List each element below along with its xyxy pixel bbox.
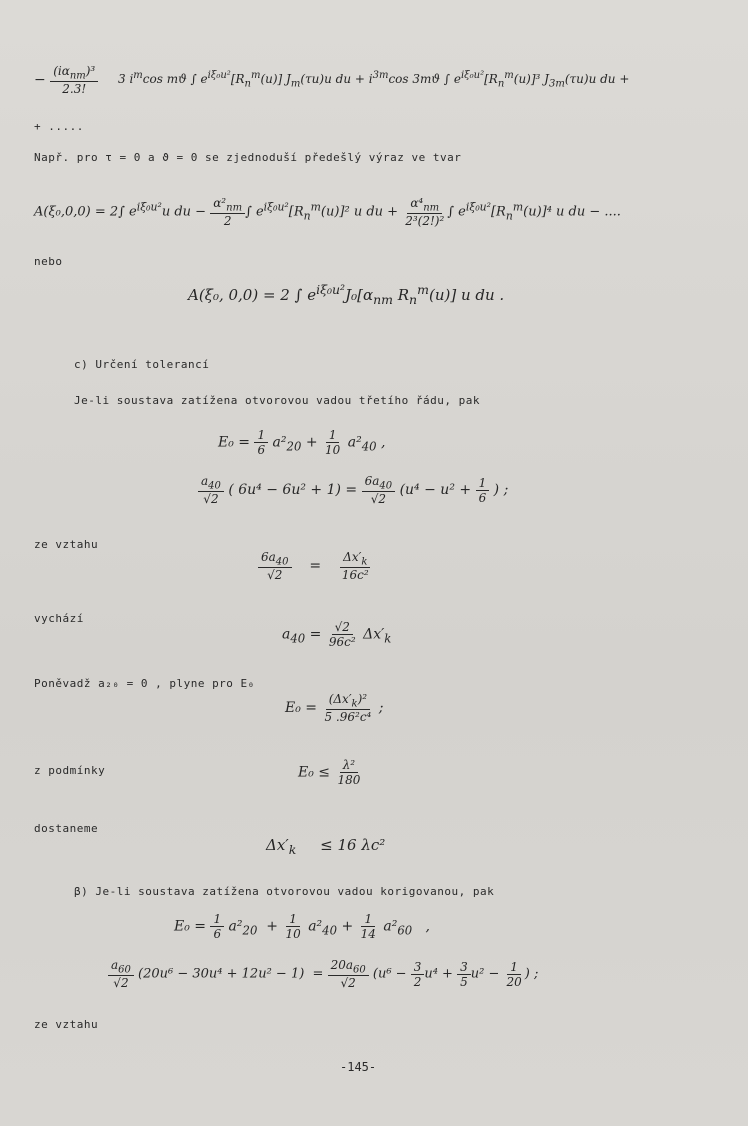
- text-dostaneme: dostaneme: [34, 822, 99, 835]
- text-z-podminky: z podmínky: [34, 764, 106, 777]
- equation-E0-1: E₀ = $\frac{1}{6}$ $a^2_{20}$ + $\frac{1}{10}$ $a^2_{40}$ ,: [218, 428, 386, 457]
- text-jeli-1: Je-li soustava zatížena otvorovou vadou třetího řádu, pak: [74, 394, 480, 407]
- equation-A1: A(ξ₀,0,0) = 2∫ $e^{i\xi_0u^2}u$ du − $\frac{\alpha^2_{nm}}{2}$ ∫ $e^{i\xi_0u^2}[R_n^m(u)]^2$ u du + $\frac{\alpha^4_{nm}}{\text{2³(2!)²}}$ ∫ $e^{i\xi_0u^2}[R_n^m(u)]^4$ u du − ....: [34, 196, 621, 229]
- text-ze-vztahu-2: ze vztahu: [34, 1018, 99, 1031]
- equation-E0-3: E₀ = $\frac{1}{6}$ $a^2_{20}$ + $\frac{1}{10}$ $a^2_{40}$ + $\frac{1}{14}$ $a^2_{60}$ ,: [174, 912, 431, 941]
- text-ze-vztahu-1: ze vztahu: [34, 538, 99, 551]
- section-heading-c: c) Určení tolerancí: [74, 358, 210, 371]
- text-vychazi: vychází: [34, 612, 84, 625]
- equation-a40-polynomial: $\frac{a_{40}}{√2}$ ( 6u⁴ − 6u² + 1) = $\frac{6a_{40}}{√2}$ (u⁴ − u² + $\frac{1}{6}$ ) ;: [198, 474, 508, 506]
- equation-top-left: − $\frac{(i\alpha_{nm})^3}{2.3!}$: [34, 64, 98, 96]
- equation-a60-polynomial: $\frac{a_{60}}{√2}$ (20u⁶ − 30u⁴ + 12u² − 1) = $\frac{20a_{60}}{√2}$ (u⁶ − $\frac{3}{2}$ u⁴ + $\frac{3}{5}$ u² − $\frac{1}{20}$ ) ;: [108, 958, 538, 990]
- equation-result: $\Delta x'_k$ ≤ 16 λc²: [266, 836, 386, 857]
- text-ponevadz: Poněvadž a₂₀ = 0 , plyne pro E₀: [34, 677, 255, 690]
- equation-top-body: 3 $i^m\cos$ mϑ ∫ $e^{i\xi_0u^2}[R_n^m(u)]$ $J_m(\tau u)u$ du + $i^{3m}\cos$ 3mϑ ∫ $e^{i\xi_0u^2}[R_n^m(u)]^3$ $J_{3m}(\tau u)u$ du +: [118, 70, 630, 90]
- text-beta: β) Je-li soustava zatížena otvorovou vadou korigovanou, pak: [74, 885, 495, 898]
- text-napr: Např. pro τ = 0 a ϑ = 0 se zjednoduší předešlý výraz ve tvar: [34, 151, 462, 164]
- text-nebo: nebo: [34, 255, 63, 268]
- equation-a40: $a_{40}$ = $\frac{√2}{\text{96c²}}$ $\Delta x'_k$: [282, 620, 392, 649]
- continuation-dots: + .....: [34, 120, 84, 133]
- page-number: -145-: [340, 1060, 377, 1074]
- equation-ratio: $\frac{6a_{40}}{√2}$ = $\frac{\Delta x'_k}{\text{16c²}}$: [258, 550, 372, 582]
- equation-A2: A(ξ₀, 0,0) = 2 ∫ $e^{i\xi_0u^2}J_0[\alpha_{nm}$ $R_n^m(u)$] u du .: [188, 282, 505, 307]
- equation-E0-2: E₀ = $\frac{(\Delta x'_k)^2}{\text{5 .96²c⁴}}$ ;: [285, 692, 384, 725]
- equation-condition: E₀ ≤ $\frac{\text{λ²}}{180}$: [298, 758, 361, 787]
